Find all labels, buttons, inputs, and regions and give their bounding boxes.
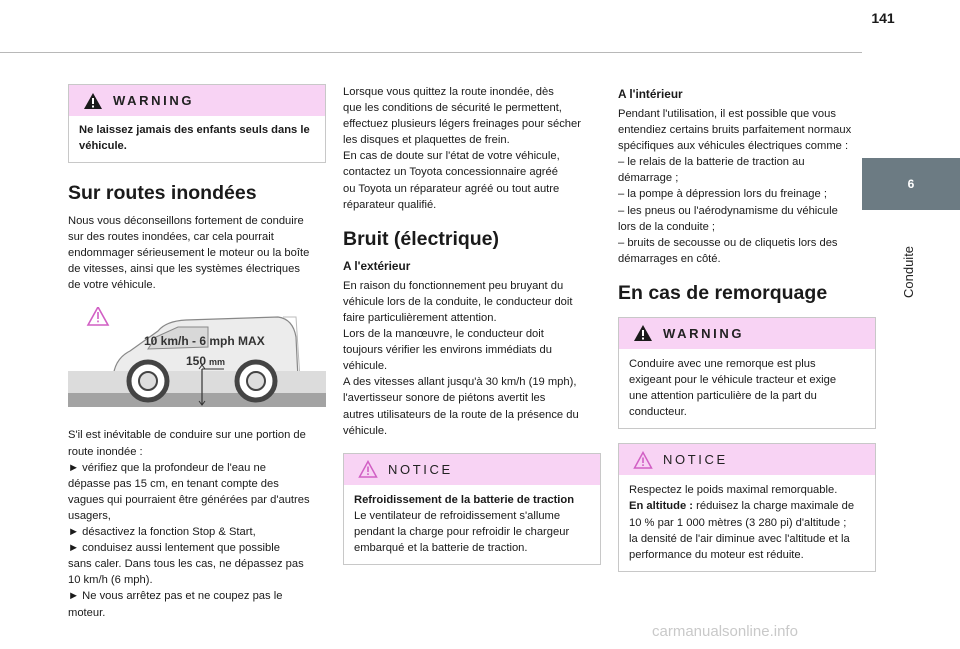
notice-box-towing-weight <box>618 443 876 571</box>
notice-title: NOTICE <box>388 461 453 477</box>
warning-triangle-icon <box>83 92 103 110</box>
warning-title: WARNING <box>663 325 745 341</box>
watermark: carmanualsonline.info <box>652 623 798 640</box>
column-2 <box>343 84 601 579</box>
chapter-tab[interactable]: 6 <box>862 158 960 210</box>
heading-flooded-roads: Sur routes inondées <box>68 182 257 204</box>
column-3 <box>618 84 876 586</box>
notice-triangle-icon <box>358 460 378 478</box>
notice-text-towing: Respectez le poids maximal remorquable. En altitude : réduisez la charge maximale de 10 % par 1 000 mètres (3 280 pi) d'altitude ; la densité de l'air diminue avec l'altitude et la performance du moteur est réduite. <box>629 484 855 561</box>
flooded-road-illustration <box>68 307 326 417</box>
subheading-exterior: A l'extérieur <box>343 258 411 273</box>
exterior-text: En raison du fonctionnement peu bruyant du véhicule lors de la conduite, le conducteur doit faire particulièrement attention. Lors de la manœuvre, le conducteur doit toujours vérifier les environs immédiats du véhicule. A des vitesses allant jusqu'à 30 km/h (19 mph), l'avertisseur sonore de piétons avertit les autres utilisateurs de la route de la présence du véhicule. <box>343 279 579 437</box>
subheading-interior: A l'intérieur <box>618 87 683 101</box>
header-rule <box>0 52 862 53</box>
depth-unit: mm <box>209 357 226 368</box>
warning-box-children <box>68 84 326 163</box>
warning-header <box>69 85 325 116</box>
speed-limit-label: 10 km/h - 6 mph MAX <box>144 334 265 349</box>
flooded-instructions: S'il est inévitable de conduire sur une portion de route inondée : ► vérifiez que la profondeur de l'eau ne dépasse pas 15 cm, en tenant compte des vagues qui pourraient être générées par d'autres usagers, ► désactivez la fonction Stop & Start, ► conduisez aussi lentement que possible sans caler. Dans tous les cas, ne dépassez pas 10 km/h (6 mph). ► Ne vous arrêtez pas et ne coupez pas le moteur. <box>68 429 310 619</box>
chapter-label-text: Conduite <box>901 245 916 298</box>
warning-title: WARNING <box>113 93 195 108</box>
interior-text: Pendant l'utilisation, il est possible que vous entendiez certains bruits parfaitement normaux spécifiques aux véhicules électriques comme : – le relais de la batterie de traction au démarrage ; – la pompe à dépression lors du freinage ; – les pneus ou l'aérodynamisme du véhicule lors de la conduite ; – bruits de secousse ou de cliquetis lors des démarrages en côté. <box>618 108 852 265</box>
notice-triangle-icon <box>633 451 653 469</box>
warning-text-towing: Conduire avec une remorque est plus exigeant pour le véhicule tracteur et exige une attention particulière de la part du conducteur. <box>629 357 837 419</box>
notice-header <box>344 454 600 485</box>
heading-towing: En cas de remorquage <box>618 281 828 304</box>
page-number: 141 <box>871 10 895 26</box>
notice-title: NOTICE <box>663 452 728 468</box>
warning-text: Ne laissez jamais des enfants seuls dans le véhicule. <box>79 124 310 152</box>
depth-value: 150 <box>186 354 207 369</box>
warning-box-towing <box>618 317 876 429</box>
notice-box-battery-cooling <box>343 453 601 565</box>
leaving-flooded-text: Lorsque vous quittez la route inondée, dès que les conditions de sécurité le permettent, effectuez plusieurs légers freinages pour sécher les disques et plaquettes de frein. En cas de doute sur l'état de votre véhicule, contactez un Toyota concessionnaire agréé ou Toyota un réparateur agréé ou tout autre réparateur qualifié. <box>343 86 581 211</box>
warning-triangle-icon <box>633 324 653 342</box>
warning-header-towing <box>619 318 875 349</box>
flooded-intro: Nous vous déconseillons fortement de conduire sur des routes inondées, car cela pourrait endommager sérieusement le moteur ou la boîte de vitesses, ainsi que les systèmes électriques de votre véhicule. <box>68 215 310 292</box>
notice-text: Refroidissement de la batterie de traction Le ventilateur de refroidissement s'allume pendant la charge pour refroidir le chargeur embarqué et la batterie de traction. <box>354 493 575 554</box>
notice-header-towing <box>619 444 875 475</box>
column-1 <box>68 84 326 621</box>
chapter-label <box>893 218 933 308</box>
heading-noise-electric: Bruit (électrique) <box>343 227 500 250</box>
